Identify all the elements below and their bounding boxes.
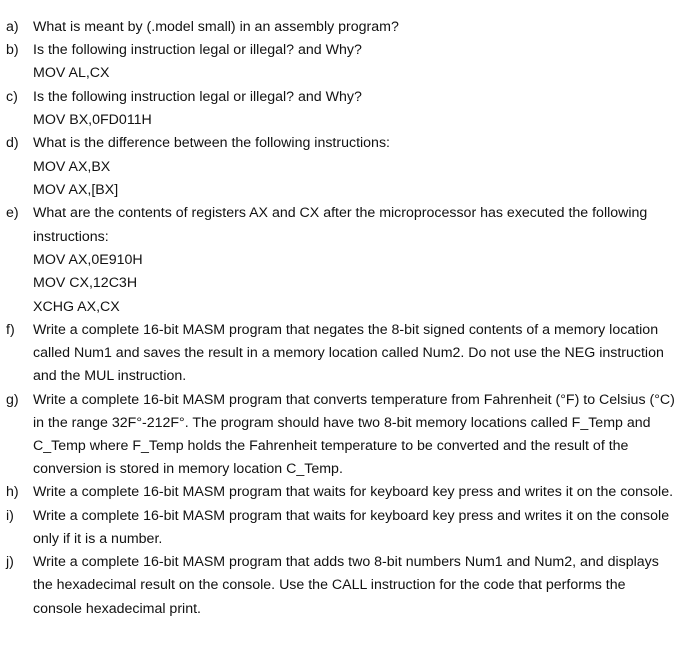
question-label: b) (6, 42, 19, 59)
question-label: j) (6, 554, 14, 571)
question-text: Write a complete 16-bit MASM program that negates the 8-bit signed contents of a memory location called Num1 and saves the result in a memory location called Num2. Do not use the NEG instruction and the MUL instruction. (33, 322, 664, 385)
code-line: MOV AL,CX (33, 65, 110, 82)
question-d (0, 132, 683, 202)
question-text: Is the following instruction legal or illegal? and Why? (33, 42, 362, 59)
question-label: f) (6, 322, 15, 339)
question-h (0, 481, 683, 504)
code-line: MOV AX,0E910H (33, 251, 143, 268)
question-text: What is meant by (.model small) in an assembly program? (33, 19, 399, 35)
question-g (0, 389, 683, 482)
question-b (0, 39, 683, 86)
code-line: MOV AX,[BX] (33, 182, 119, 199)
question-i (0, 505, 683, 551)
code-line: MOV BX,0FD011H (33, 112, 152, 129)
question-label: g) (6, 391, 19, 408)
question-label: h) (6, 484, 19, 501)
question-text: Write a complete 16-bit MASM program that adds two 8-bit numbers Num1 and Num2, and displays the hexadecimal result on the console. Use the CALL instruction for the code that performs the console hexadecimal print. (33, 554, 659, 617)
code-line: XCHG AX,CX (33, 298, 120, 315)
question-j (0, 551, 683, 621)
question-text: Write a complete 16-bit MASM program that waits for keyboard key press and writes it on the console only if it is a number. (33, 507, 670, 547)
question-label: a) (6, 19, 19, 35)
question-text: What is the difference between the following instructions: (33, 135, 390, 152)
question-label: e) (6, 205, 19, 222)
question-a (0, 16, 683, 39)
code-line: MOV AX,BX (33, 158, 111, 175)
question-label: i) (6, 507, 14, 524)
question-label: c) (6, 88, 18, 105)
question-e (0, 202, 683, 319)
top-spacer (0, 0, 683, 16)
question-f (0, 319, 683, 389)
code-line: MOV CX,12C3H (33, 275, 138, 292)
question-text: Write a complete 16-bit MASM program that converts temperature from Fahrenheit (°F) to Celsius (°C) in the range 32F°-212F°. The program should have two 8-bit memory locations called F_Temp and C_Temp where F_Temp holds the Fahrenheit temperature to be converted and the result of the conversion is stored in memory location C_Temp. (33, 391, 675, 478)
question-text: Write a complete 16-bit MASM program that waits for keyboard key press and writes it on the console. (33, 484, 674, 501)
question-label: d) (6, 135, 19, 152)
question-text: What are the contents of registers AX and CX after the microprocessor has executed the following instructions: (33, 205, 648, 245)
question-c (0, 86, 683, 133)
question-text: Is the following instruction legal or illegal? and Why? (33, 88, 362, 105)
